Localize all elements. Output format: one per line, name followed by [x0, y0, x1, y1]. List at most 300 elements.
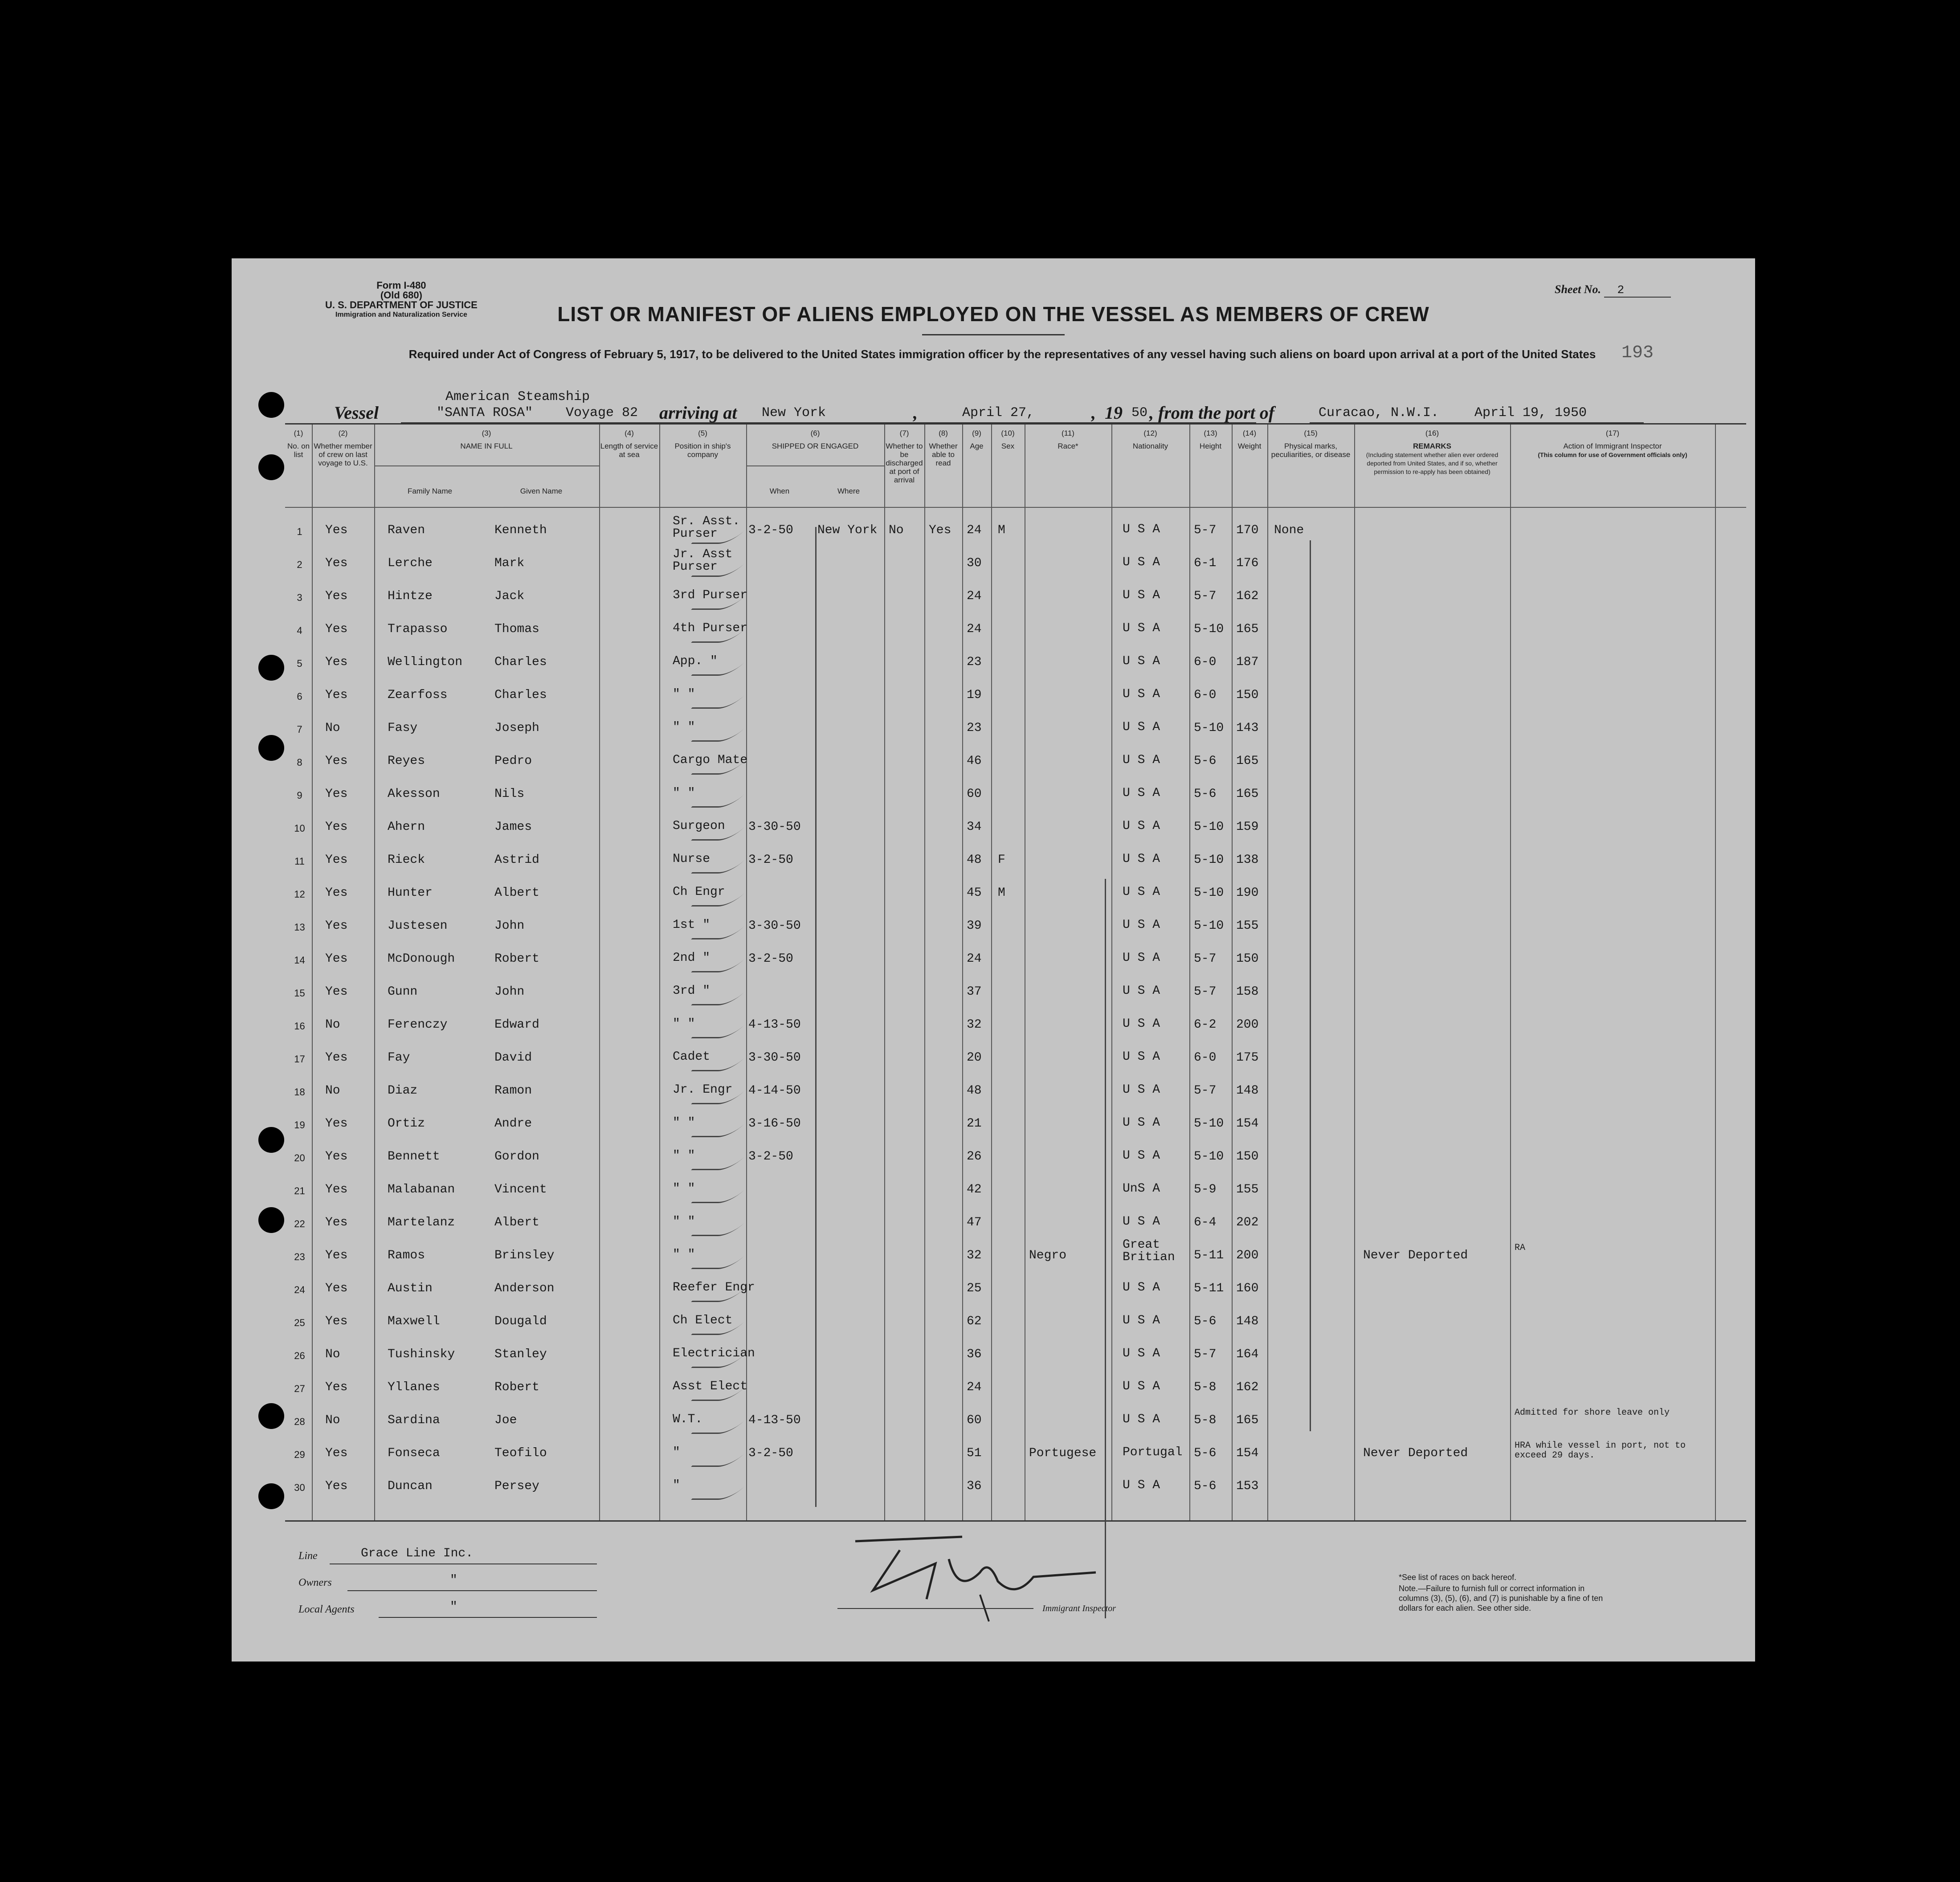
where-header: Where	[837, 487, 860, 495]
family-name: Ramos	[388, 1249, 425, 1262]
age: 34	[967, 820, 982, 834]
height: 5-7	[1194, 1347, 1217, 1361]
family-name: Tushinsky	[388, 1347, 455, 1361]
prev-voyage: Yes	[325, 1380, 348, 1394]
row-number: 12	[294, 889, 305, 900]
family-name: Sardina	[388, 1413, 440, 1427]
table-row	[285, 744, 1746, 776]
prev-voyage: Yes	[325, 754, 348, 768]
family-name: Lerche	[388, 556, 433, 570]
nationality: U S A	[1123, 621, 1160, 635]
height: 6-2	[1194, 1018, 1217, 1032]
table-row	[285, 843, 1746, 875]
weight: 148	[1236, 1315, 1259, 1328]
height: 5-7	[1194, 589, 1217, 603]
weight: 155	[1236, 919, 1259, 933]
sheet-number: 2	[1604, 283, 1671, 298]
family-name: Reyes	[388, 754, 425, 768]
nationality: U S A	[1123, 885, 1160, 899]
weight: 164	[1236, 1347, 1259, 1361]
form-number: Form I-480	[376, 280, 426, 291]
given-name: David	[494, 1051, 532, 1065]
weight: 155	[1236, 1183, 1259, 1196]
col-7-header: (7) Whether to be discharged at port of arrival	[886, 429, 923, 484]
row-number: 2	[297, 559, 302, 570]
col-16-header: (16) REMARKS (Including statement whether alien ever ordered deported from United States, and if so, whether permission to re-apply has been obtained)	[1366, 429, 1499, 475]
from-port-label: , from the port of	[1149, 403, 1275, 423]
height: 6-1	[1194, 556, 1217, 570]
weight: 138	[1236, 853, 1259, 867]
col-13-header: (13) Height	[1199, 429, 1222, 450]
table-row	[285, 1206, 1746, 1238]
shipped-when: 3-2-50	[748, 1446, 793, 1460]
family-name: Gunn	[388, 985, 418, 999]
age: 36	[967, 1347, 982, 1361]
prev-voyage: Yes	[325, 1183, 348, 1196]
table-row	[285, 1074, 1746, 1106]
weight: 143	[1236, 721, 1259, 735]
sheet-label: Sheet No.	[1555, 283, 1601, 296]
punch-hole	[258, 735, 284, 761]
nationality: Portugal	[1123, 1445, 1183, 1459]
table-row	[285, 909, 1746, 941]
position: " "	[673, 1116, 695, 1130]
prev-voyage: Yes	[325, 853, 348, 867]
age: 46	[967, 754, 982, 768]
age: 23	[967, 721, 982, 735]
col-2-header: (2) Whether member of crew on last voyage to U.S.	[314, 429, 372, 467]
col-8-header: (8) Whether able to read	[929, 429, 958, 467]
prev-voyage: Yes	[325, 1315, 348, 1328]
row-number: 5	[297, 658, 302, 669]
prev-voyage: Yes	[325, 886, 348, 900]
check-mark	[691, 1210, 757, 1236]
row-number: 16	[294, 1021, 305, 1032]
position: " "	[673, 1248, 695, 1261]
table-row	[285, 1305, 1746, 1337]
age: 45	[967, 886, 982, 900]
row-number: 19	[294, 1119, 305, 1131]
age: 24	[967, 622, 982, 636]
nationality: U S A	[1123, 720, 1160, 734]
given-name: Astrid	[494, 853, 539, 867]
height: 5-7	[1194, 985, 1217, 999]
nationality: U S A	[1123, 1149, 1160, 1163]
height: 5-6	[1194, 1479, 1217, 1493]
department: U. S. DEPARTMENT OF JUSTICE	[325, 299, 478, 310]
nationality: U S A	[1123, 588, 1160, 602]
arriving-label: arriving at	[659, 403, 737, 423]
nationality: U S A	[1123, 753, 1160, 767]
col-6-header: (6) SHIPPED OR ENGAGED	[772, 429, 859, 450]
punch-hole	[258, 1207, 284, 1233]
line-value: Grace Line Inc.	[361, 1547, 474, 1560]
manifest-sheet	[232, 258, 1755, 1662]
table-row	[285, 1437, 1746, 1469]
shipped-when: 3-30-50	[748, 919, 801, 933]
weight: 165	[1236, 754, 1259, 768]
weight: 202	[1236, 1216, 1259, 1229]
height: 5-6	[1194, 1446, 1217, 1460]
col-9-header: (9) Age	[970, 429, 984, 450]
col-17-header: (17) Action of Immigrant Inspector (This column for use of Government officials only)	[1538, 429, 1687, 458]
position: Electrician	[673, 1347, 755, 1360]
sex: M	[998, 523, 1005, 537]
row-number: 14	[294, 955, 305, 966]
nationality: U S A	[1123, 852, 1160, 866]
table-row	[285, 1173, 1746, 1205]
prev-voyage: Yes	[325, 523, 348, 537]
row-number: 23	[294, 1251, 305, 1262]
given-name: John	[494, 985, 525, 999]
position: Cargo Mate	[673, 753, 748, 767]
able-to-read: Yes	[929, 523, 951, 537]
height: 6-0	[1194, 655, 1217, 669]
year-prefix: 19	[1105, 403, 1123, 423]
from-port: Curacao, N.W.I.	[1319, 405, 1439, 420]
height: 5-11	[1194, 1282, 1224, 1295]
prev-voyage: Yes	[325, 787, 348, 801]
weight: 154	[1236, 1117, 1259, 1131]
row-number: 28	[294, 1416, 305, 1427]
table-row	[285, 678, 1746, 710]
table-row	[285, 547, 1746, 579]
nationality: UnS A	[1123, 1182, 1160, 1196]
crew-table	[285, 423, 1746, 1522]
prev-voyage: Yes	[325, 589, 348, 603]
table-row	[285, 777, 1746, 809]
row-number: 6	[297, 691, 302, 702]
row-number: 17	[294, 1053, 305, 1065]
table-row	[285, 810, 1746, 842]
table-row	[285, 580, 1746, 612]
family-name: Diaz	[388, 1084, 418, 1098]
nationality: U S A	[1123, 819, 1160, 833]
height: 5-7	[1194, 523, 1217, 537]
age: 47	[967, 1216, 982, 1229]
given-name: James	[494, 820, 532, 834]
punch-hole	[258, 392, 284, 418]
height: 5-10	[1194, 622, 1224, 636]
table-row	[285, 612, 1746, 645]
position: " "	[673, 1182, 695, 1196]
voyage: Voyage 82	[566, 405, 638, 420]
col-11-header: (11) Race*	[1058, 429, 1078, 450]
position: Jr. Asst Purser	[673, 547, 733, 574]
table-row	[285, 1371, 1746, 1403]
age: 20	[967, 1051, 982, 1065]
position: Sr. Asst. Purser	[673, 514, 740, 541]
age: 42	[967, 1183, 982, 1196]
vessel-line: American Steamship Vessel "SANTA ROSA" Voyage 82 arriving at New York , April 27, , 19 50 , from the port of Curacao, N.W.I. April 19, 1950	[334, 392, 1644, 423]
family-name: Trapasso	[388, 622, 448, 636]
nationality: U S A	[1123, 1083, 1160, 1097]
age: 23	[967, 655, 982, 669]
remarks: Never Deported	[1363, 1446, 1468, 1460]
remarks: Never Deported	[1363, 1249, 1468, 1262]
given-name: Jack	[494, 589, 525, 603]
weight: 200	[1236, 1249, 1259, 1262]
weight: 153	[1236, 1479, 1259, 1493]
given-name: Persey	[494, 1479, 539, 1493]
family-name: Zearfoss	[388, 688, 448, 702]
position: 2nd "	[673, 951, 710, 965]
given-name: Joe	[494, 1413, 517, 1427]
position: W.T.	[673, 1413, 703, 1426]
family-name: Austin	[388, 1282, 433, 1295]
line-label: Line	[298, 1550, 318, 1562]
given-name: Gordon	[494, 1150, 539, 1163]
shipped-when: 3-2-50	[748, 853, 793, 867]
row-number: 24	[294, 1284, 305, 1295]
given-name: Robert	[494, 1380, 539, 1394]
row-number: 3	[297, 592, 302, 603]
age: 24	[967, 523, 982, 537]
nationality: U S A	[1123, 918, 1160, 932]
shipped-when: 4-13-50	[748, 1413, 801, 1427]
position: " "	[673, 720, 695, 734]
given-name: Edward	[494, 1018, 539, 1032]
weight: 159	[1236, 820, 1259, 834]
given-name: Anderson	[494, 1282, 555, 1295]
position: 3rd Purser	[673, 588, 748, 602]
family-name: Martelanz	[388, 1216, 455, 1229]
family-name: Justesen	[388, 919, 448, 933]
position: Cadet	[673, 1050, 710, 1064]
height: 5-10	[1194, 1150, 1224, 1163]
shipped-where: New York	[817, 523, 878, 537]
position: "	[673, 1478, 680, 1492]
age: 62	[967, 1315, 982, 1328]
table-row	[285, 711, 1746, 743]
family-name: Duncan	[388, 1479, 433, 1493]
col-4-header: (4) Length of service at sea	[600, 429, 658, 459]
nationality: U S A	[1123, 951, 1160, 965]
discharged: No	[889, 523, 904, 537]
row-number: 27	[294, 1383, 305, 1394]
nationality: U S A	[1123, 1116, 1160, 1130]
check-mark	[691, 782, 757, 808]
weight: 175	[1236, 1051, 1259, 1065]
weight: 190	[1236, 886, 1259, 900]
row-number: 4	[297, 625, 302, 636]
col-5-header: (5) Position in ship's company	[674, 429, 731, 459]
prev-voyage: Yes	[325, 556, 348, 570]
col-14-header: (14) Weight	[1237, 429, 1262, 450]
given-name-header: Given Name	[520, 487, 563, 495]
manifest-footer	[285, 1532, 1746, 1648]
weight: 150	[1236, 1150, 1259, 1163]
table-row	[285, 1239, 1746, 1271]
row-number: 9	[297, 790, 302, 801]
weight: 158	[1236, 985, 1259, 999]
given-name: Stanley	[494, 1347, 547, 1361]
departure-date: April 19, 1950	[1474, 405, 1587, 420]
height: 5-10	[1194, 919, 1224, 933]
position: " "	[673, 1017, 695, 1031]
position: " "	[673, 786, 695, 800]
age: 32	[967, 1249, 982, 1262]
owners-value: "	[450, 1573, 457, 1587]
position: Surgeon	[673, 819, 725, 833]
position: 1st "	[673, 918, 710, 932]
nationality: U S A	[1123, 1281, 1160, 1294]
age: 48	[967, 853, 982, 867]
prev-voyage: No	[325, 721, 340, 735]
inspector-action: RA	[1515, 1243, 1526, 1253]
position: Jr. Engr	[673, 1083, 733, 1097]
position: Ch Engr	[673, 885, 725, 899]
weight: 170	[1236, 523, 1259, 537]
punch-hole	[258, 1403, 284, 1429]
family-name: Raven	[388, 523, 425, 537]
weight: 150	[1236, 952, 1259, 966]
height: 5-7	[1194, 1084, 1217, 1098]
table-row	[285, 1140, 1746, 1172]
position: App. "	[673, 654, 718, 668]
family-name: Rieck	[388, 853, 425, 867]
family-name: Ferenczy	[388, 1018, 448, 1032]
weight: 176	[1236, 556, 1259, 570]
row-number: 1	[297, 526, 302, 537]
given-name: Joseph	[494, 721, 539, 735]
age: 24	[967, 589, 982, 603]
weight: 154	[1236, 1446, 1259, 1460]
weight: 187	[1236, 655, 1259, 669]
position: 3rd "	[673, 984, 710, 998]
check-mark	[691, 1474, 757, 1500]
given-name: Robert	[494, 952, 539, 966]
family-name: Hunter	[388, 886, 433, 900]
age: 24	[967, 952, 982, 966]
height: 5-10	[1194, 1117, 1224, 1131]
requirement-text: Required under Act of Congress of February 5, 1917, to be delivered to the United States immigration officer by the representatives of any vessel having such aliens on board upon arrival at a port of the United States	[408, 347, 1596, 361]
given-name: Dougald	[494, 1315, 547, 1328]
row-number: 7	[297, 724, 302, 735]
age: 51	[967, 1446, 982, 1460]
inspector-action: Admitted for shore leave only	[1515, 1408, 1670, 1418]
inspector-label: Immigrant Inspector	[1042, 1604, 1116, 1613]
prev-voyage: No	[325, 1347, 340, 1361]
weight: 165	[1236, 787, 1259, 801]
height: 5-11	[1194, 1249, 1224, 1262]
nationality: U S A	[1123, 1314, 1160, 1327]
height: 5-10	[1194, 886, 1224, 900]
given-name: Mark	[494, 556, 525, 570]
title-divider	[922, 334, 1065, 335]
height: 5-10	[1194, 721, 1224, 735]
given-name: Albert	[494, 886, 539, 900]
given-name: Pedro	[494, 754, 532, 768]
age: 24	[967, 1380, 982, 1394]
prev-voyage: Yes	[325, 1150, 348, 1163]
nationality: U S A	[1123, 1413, 1160, 1426]
service: Immigration and Naturalization Service	[335, 311, 467, 318]
check-mark	[691, 1144, 757, 1170]
stamp-number: 193	[1621, 343, 1654, 363]
height: 5-10	[1194, 820, 1224, 834]
age: 25	[967, 1282, 982, 1295]
position: Asst Elect	[673, 1380, 748, 1393]
given-name: Thomas	[494, 622, 539, 636]
prev-voyage: Yes	[325, 688, 348, 702]
age: 30	[967, 556, 982, 570]
nationality: U S A	[1123, 1347, 1160, 1360]
nationality: U S A	[1123, 984, 1160, 998]
race: Portugese	[1029, 1446, 1097, 1460]
row-number: 13	[294, 922, 305, 933]
given-name: Vincent	[494, 1183, 547, 1196]
owners-label: Owners	[298, 1577, 332, 1588]
weight: 162	[1236, 589, 1259, 603]
punch-hole	[258, 454, 284, 480]
prev-voyage: Yes	[325, 919, 348, 933]
prev-voyage: Yes	[325, 1479, 348, 1493]
prev-voyage: Yes	[325, 985, 348, 999]
position: " "	[673, 1215, 695, 1229]
weight: 162	[1236, 1380, 1259, 1394]
position: Nurse	[673, 852, 710, 866]
nationality: U S A	[1123, 1380, 1160, 1393]
height: 5-6	[1194, 754, 1217, 768]
table-row	[285, 1404, 1746, 1436]
row-number: 29	[294, 1449, 305, 1460]
age: 19	[967, 688, 982, 702]
weight: 165	[1236, 622, 1259, 636]
sex: M	[998, 886, 1005, 900]
agents-value: "	[450, 1600, 457, 1614]
document-title: LIST OR MANIFEST OF ALIENS EMPLOYED ON THE VESSEL AS MEMBERS OF CREW	[557, 302, 1429, 326]
race: Negro	[1029, 1249, 1067, 1262]
position: 4th Purser	[673, 621, 748, 635]
table-row	[285, 876, 1746, 908]
family-name: Akesson	[388, 787, 440, 801]
height: 5-8	[1194, 1380, 1217, 1394]
age: 60	[967, 787, 982, 801]
physical-marks: None	[1274, 523, 1304, 537]
row-number: 20	[294, 1152, 305, 1163]
table-row	[285, 942, 1746, 974]
prev-voyage: Yes	[325, 1117, 348, 1131]
row-number: 22	[294, 1218, 305, 1229]
vessel-owner: American Steamship	[445, 389, 590, 404]
shipped-when: 4-14-50	[748, 1084, 801, 1098]
family-name: McDonough	[388, 952, 455, 966]
col-1-header: (1) No. on list	[287, 429, 310, 459]
family-name-header: Family Name	[407, 487, 453, 495]
age: 60	[967, 1413, 982, 1427]
position: " "	[673, 687, 695, 701]
nationality: U S A	[1123, 1017, 1160, 1031]
age: 37	[967, 985, 982, 999]
family-name: Fay	[388, 1051, 410, 1065]
given-name: Nils	[494, 787, 525, 801]
position: Reefer Engr	[673, 1281, 755, 1294]
punch-hole	[258, 1483, 284, 1509]
weight: 200	[1236, 1018, 1259, 1032]
weight: 165	[1236, 1413, 1259, 1427]
vessel-name: "SANTA ROSA"	[437, 405, 533, 420]
weight: 160	[1236, 1282, 1259, 1295]
nationality: Great Britian	[1123, 1238, 1175, 1264]
given-name: Albert	[494, 1216, 539, 1229]
row-number: 8	[297, 757, 302, 768]
height: 5-8	[1194, 1413, 1217, 1427]
prev-voyage: Yes	[325, 1216, 348, 1229]
check-mark	[691, 1111, 757, 1137]
prev-voyage: Yes	[325, 655, 348, 669]
given-name: Brinsley	[494, 1249, 555, 1262]
